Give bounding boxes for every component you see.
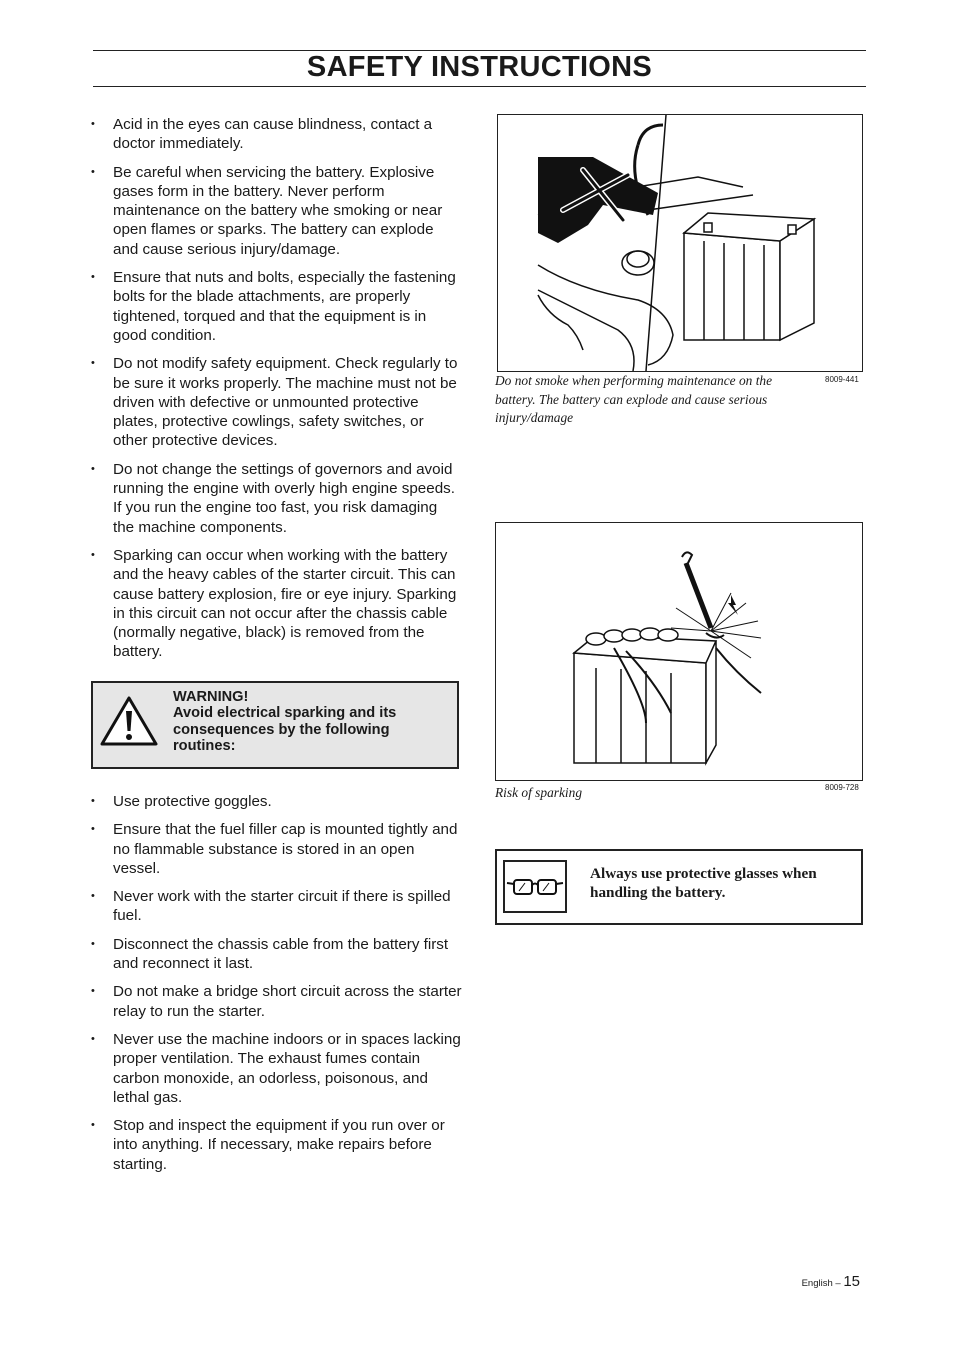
warning-body: Avoid electrical sparking and its consequences by the following routines:: [173, 705, 397, 754]
protective-glasses-icon-frame: [503, 860, 567, 913]
list-item: • Stop and inspect the equipment if you run over or into anything. If necessary, make repairs before starting.: [90, 1116, 462, 1174]
list-item: • Acid in the eyes can cause blindness, contact a doctor immediately.: [90, 115, 462, 154]
battery-sparking-wrench-illustration: [496, 523, 862, 780]
list-item: • Do not modify safety equipment. Check regularly to be sure it works properly. The machine must not be driven with defective or unmounted protective plates, protective cowlings, safety switches, or other protective devices.: [90, 354, 462, 450]
safety-list-top: [90, 115, 462, 671]
list-item: • Ensure that the fuel filler cap is mounted tightly and no flammable substance is stored in an open vessel.: [90, 820, 462, 878]
page-title: SAFETY INSTRUCTIONS: [306, 51, 653, 83]
warning-box: [91, 681, 459, 769]
list-item: • Do not change the settings of governors and avoid running the engine with overly high engine speeds. If you run the engine too fast, you risk damaging the machine components.: [90, 460, 462, 537]
figure1-code: 8009-441: [825, 375, 859, 384]
footer-language: English –: [801, 1278, 844, 1289]
protective-glasses-text: Always use protective glasses when handling the battery.: [590, 865, 817, 901]
safety-list-bottom: [90, 792, 462, 1183]
warning-text: [173, 689, 443, 754]
protective-glasses-notice: [495, 849, 863, 925]
no-smoking-battery-illustration: [498, 115, 862, 371]
sparking-figure: [495, 522, 863, 781]
figure2-code: 8009-728: [825, 783, 859, 792]
warning-heading: WARNING!: [173, 689, 249, 705]
warning-triangle-icon: [99, 695, 159, 747]
page-footer: [802, 1273, 860, 1291]
figure1-caption: Do not smoke when performing maintenance on the battery. The battery can explode and cause serious injury/damage: [495, 373, 773, 425]
list-item: • Never work with the starter circuit if there is spilled fuel.: [90, 887, 462, 926]
list-item: • Use protective goggles.: [90, 792, 462, 811]
list-item: • Ensure that nuts and bolts, especially the fastening bolts for the blade attachments, are properly tightened, torqued and that the equipment is in good condition.: [90, 268, 462, 345]
list-item: • Do not make a bridge short circuit across the starter relay to run the starter.: [90, 982, 462, 1021]
protective-glasses-icon: [505, 862, 565, 911]
page-number: 15: [843, 1273, 860, 1290]
figure2-caption: Risk of sparking: [495, 785, 583, 800]
list-item: • Sparking can occur when working with the battery and the heavy cables of the starter circuit. This can cause battery explosion, fire or eye injury. Sparking in this circuit can not occur after the chassis cable (normally negative, black) is removed from the battery.: [90, 546, 462, 662]
list-item: • Disconnect the chassis cable from the battery first and reconnect it last.: [90, 935, 462, 974]
no-smoking-figure: [497, 114, 863, 372]
list-item: • Never use the machine indoors or in spaces lacking proper ventilation. The exhaust fumes contain carbon monoxide, an odorless, poisonous, and lethal gas.: [90, 1030, 462, 1107]
header-rule-bottom: [93, 86, 866, 87]
list-item: • Be careful when servicing the battery. Explosive gases form in the battery. Never perform maintenance on the battery whe smoking or near open flames or sparks. The battery can explode and cause serious injury/damage.: [90, 163, 462, 259]
